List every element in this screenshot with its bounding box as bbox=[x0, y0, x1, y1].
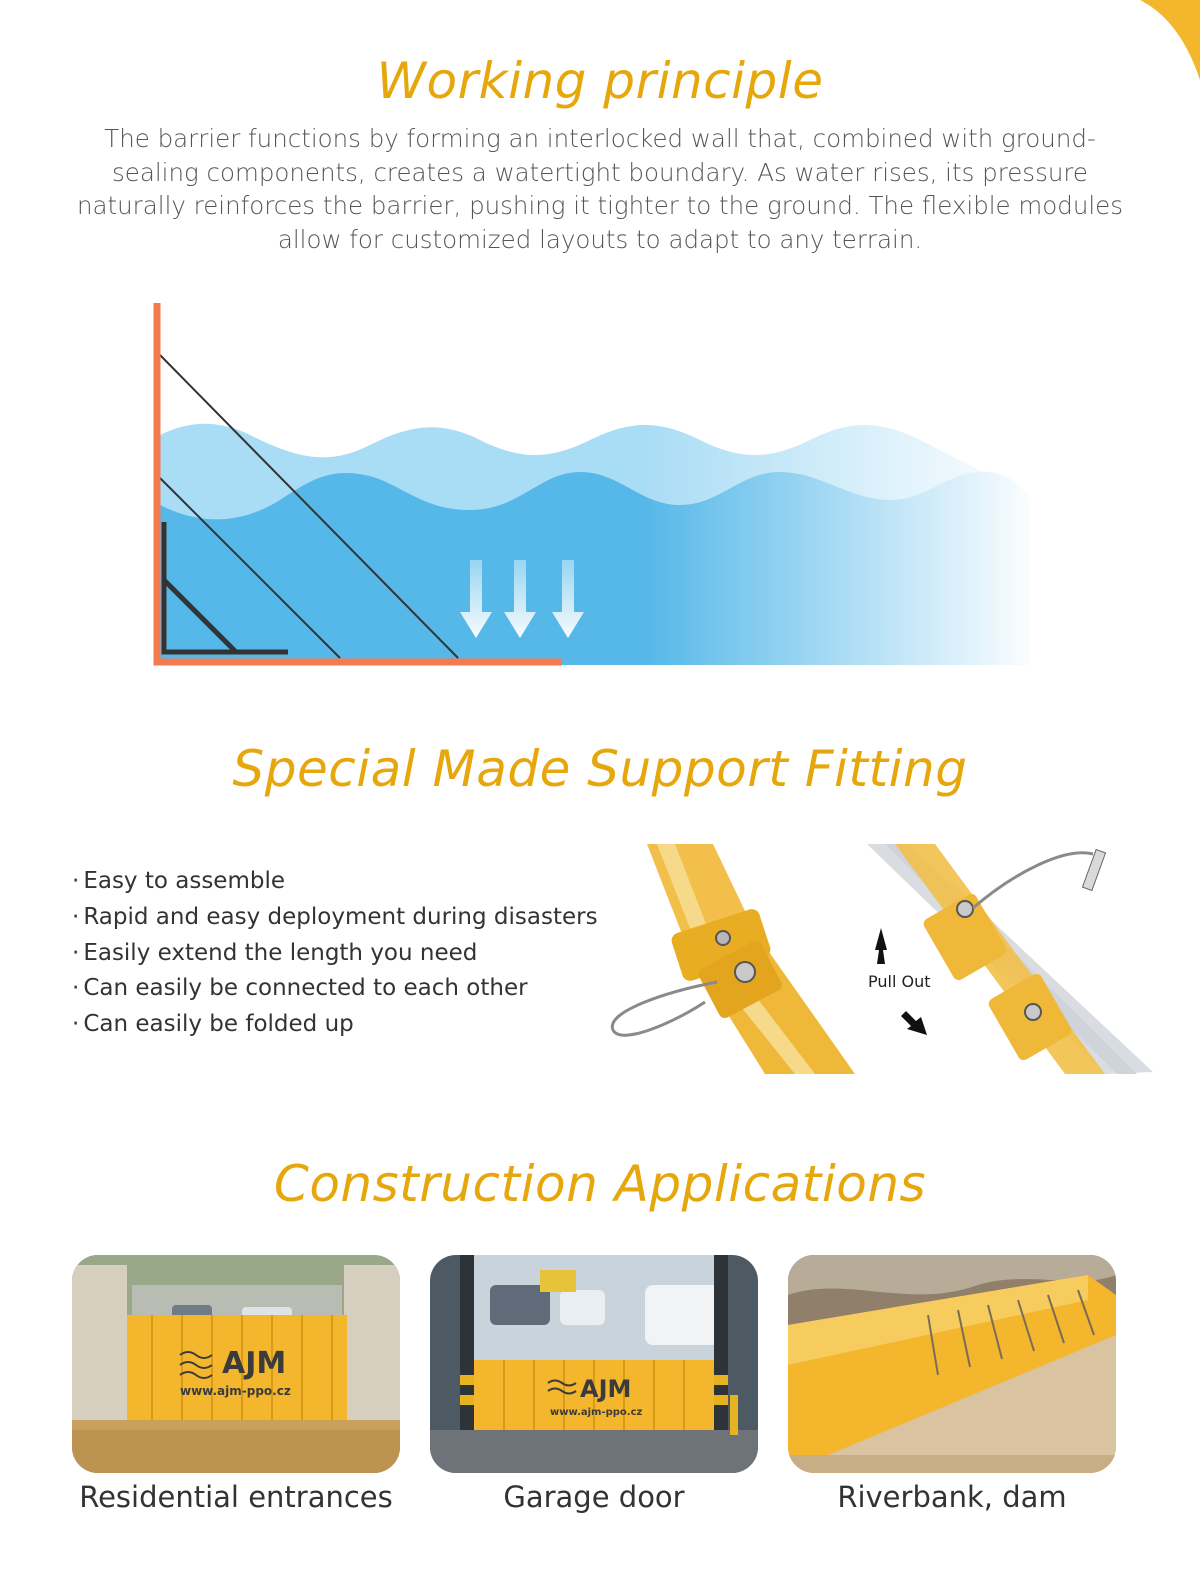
pressure-arrows bbox=[460, 560, 584, 638]
application-photo-riverbank bbox=[788, 1255, 1116, 1473]
panel-brand: AJM bbox=[222, 1346, 287, 1381]
feature-item: · Can easily be folded up bbox=[72, 1007, 598, 1043]
panel-url: www.ajm-ppo.cz bbox=[180, 1384, 291, 1398]
pull-out-label: Pull Out bbox=[868, 972, 931, 991]
feature-item: · Easy to assemble bbox=[72, 864, 598, 900]
application-label-residential: Residential entrances bbox=[79, 1480, 393, 1514]
feature-item: · Can easily be connected to each other bbox=[72, 971, 598, 1007]
application-label-garage: Garage door bbox=[503, 1480, 685, 1514]
panel-brand: AJM bbox=[580, 1375, 632, 1403]
fitting-joint-left bbox=[612, 844, 855, 1074]
feature-list bbox=[72, 864, 598, 1043]
applications-title: Construction Applications bbox=[273, 1155, 927, 1213]
working-principle-text: The barrier functions by forming an interlocked wall that, combined with ground-sealing components, creates a watertight boundary. As water rises, its pressure naturally reinforces the barrier, pushing it tighter to the ground. The flexible modules allow for customized layouts to adapt to any terrain. bbox=[77, 124, 1123, 254]
application-photo-garage bbox=[430, 1255, 758, 1473]
fitting-joint-right bbox=[867, 844, 1153, 1074]
panel-url: www.ajm-ppo.cz bbox=[550, 1407, 643, 1418]
working-principle-title: Working principle bbox=[376, 52, 824, 110]
application-photo-residential bbox=[72, 1255, 400, 1473]
water-pressure-diagram bbox=[150, 300, 1040, 670]
application-label-riverbank: Riverbank, dam bbox=[837, 1480, 1067, 1514]
support-fitting-photo bbox=[605, 842, 1155, 1082]
feature-item: · Rapid and easy deployment during disasters bbox=[72, 900, 598, 936]
support-fitting-title: Special Made Support Fitting bbox=[232, 740, 968, 798]
feature-item: · Easily extend the length you need bbox=[72, 936, 598, 972]
